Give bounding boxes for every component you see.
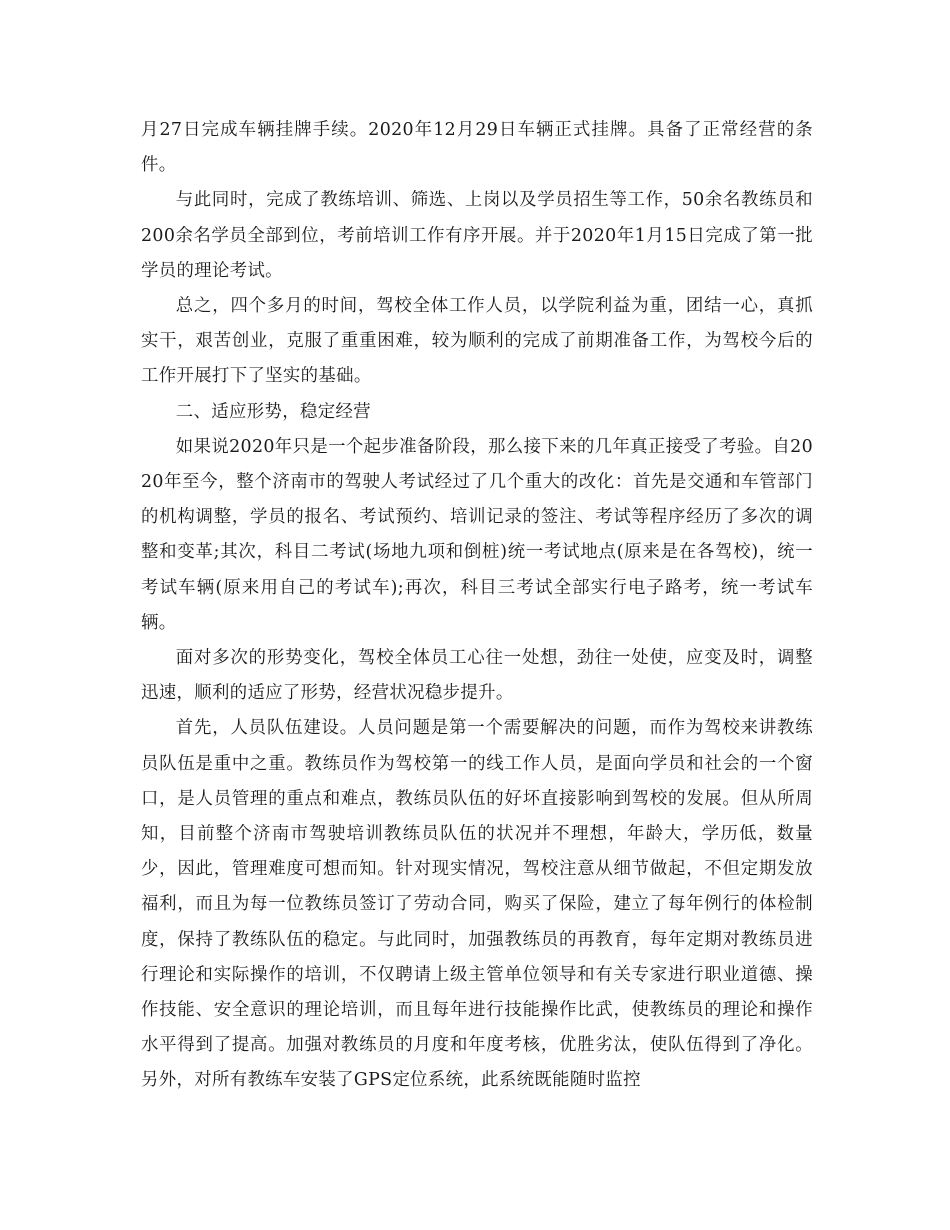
section-heading: 二、适应形势，稳定经营 <box>175 401 371 422</box>
paragraph-2: 与此同时，完成了教练培训、筛选、上岗以及学员招生等工作，50余名教练员和200余名学员全部到位，考前培训工作有序开展。并于2020年1月15日完成了第一批学员的理论考试。 <box>141 190 813 281</box>
document-body <box>141 113 813 1099</box>
paragraph-4: 如果说2020年只是一个起步准备阶段，那么接下来的几年真正接受了考验。自2020年至今，整个济南市的驾驶人考试经过了几个重大的改化：首先是交通和车管部门的机构调整，学员的报名、考试预约、培训记录的签注、考试等程序经历了多次的调整和变革;其次，科目二考试(场地九项和倒桩)统一考试地点(原来是在各驾校)，统一考试车辆(原来用自己的考试车);再次，科目三考试全部实行电子路考，统一考试车辆。 <box>141 436 813 633</box>
paragraph-5: 面对多次的形势变化，驾校全体员工心往一处想，劲往一处使，应变及时，调整迅速，顺利的适应了形势，经营状况稳步提升。 <box>141 648 813 704</box>
paragraph-3: 总之，四个多月的时间，驾校全体工作人员，以学院利益为重，团结一心，真抓实干，艰苦创业，克服了重重困难，较为顺利的完成了前期准备工作，为驾校今后的工作开展打下了坚实的基础。 <box>141 296 813 387</box>
paragraph-1: 月27日完成车辆挂牌手续。2020年12月29日车辆正式挂牌。具备了正常经营的条件。 <box>141 120 813 176</box>
paragraph-6: 首先，人员队伍建设。人员问题是第一个需要解决的问题，而作为驾校来讲教练员队伍是重中之重。教练员作为驾校第一的线工作人员，是面向学员和社会的一个窗口，是人员管理的重点和难点，教练员队伍的好坏直接影响到驾校的发展。但从所周知，目前整个济南市驾驶培训教练员队伍的状况并不理想，年龄大，学历低，数量少，因此，管理难度可想而知。针对现实情况，驾校注意从细节做起，不但定期发放福利，而且为每一位教练员签订了劳动合同，购买了保险，建立了每年例行的体检制度，保持了教练队伍的稳定。与此同时，加强教练员的再教育，每年定期对教练员进行理论和实际操作的培训，不仅聘请上级主管单位领导和有关专家进行职业道德、操作技能、安全意识的理论培训，而且每年进行技能操作比武，使教练员的理论和操作水平得到了提高。加强对教练员的月度和年度考核，优胜劣汰，使队伍得到了净化。另外，对所有教练车安装了GPS定位系统，此系统既能随时监控 <box>141 718 813 1091</box>
